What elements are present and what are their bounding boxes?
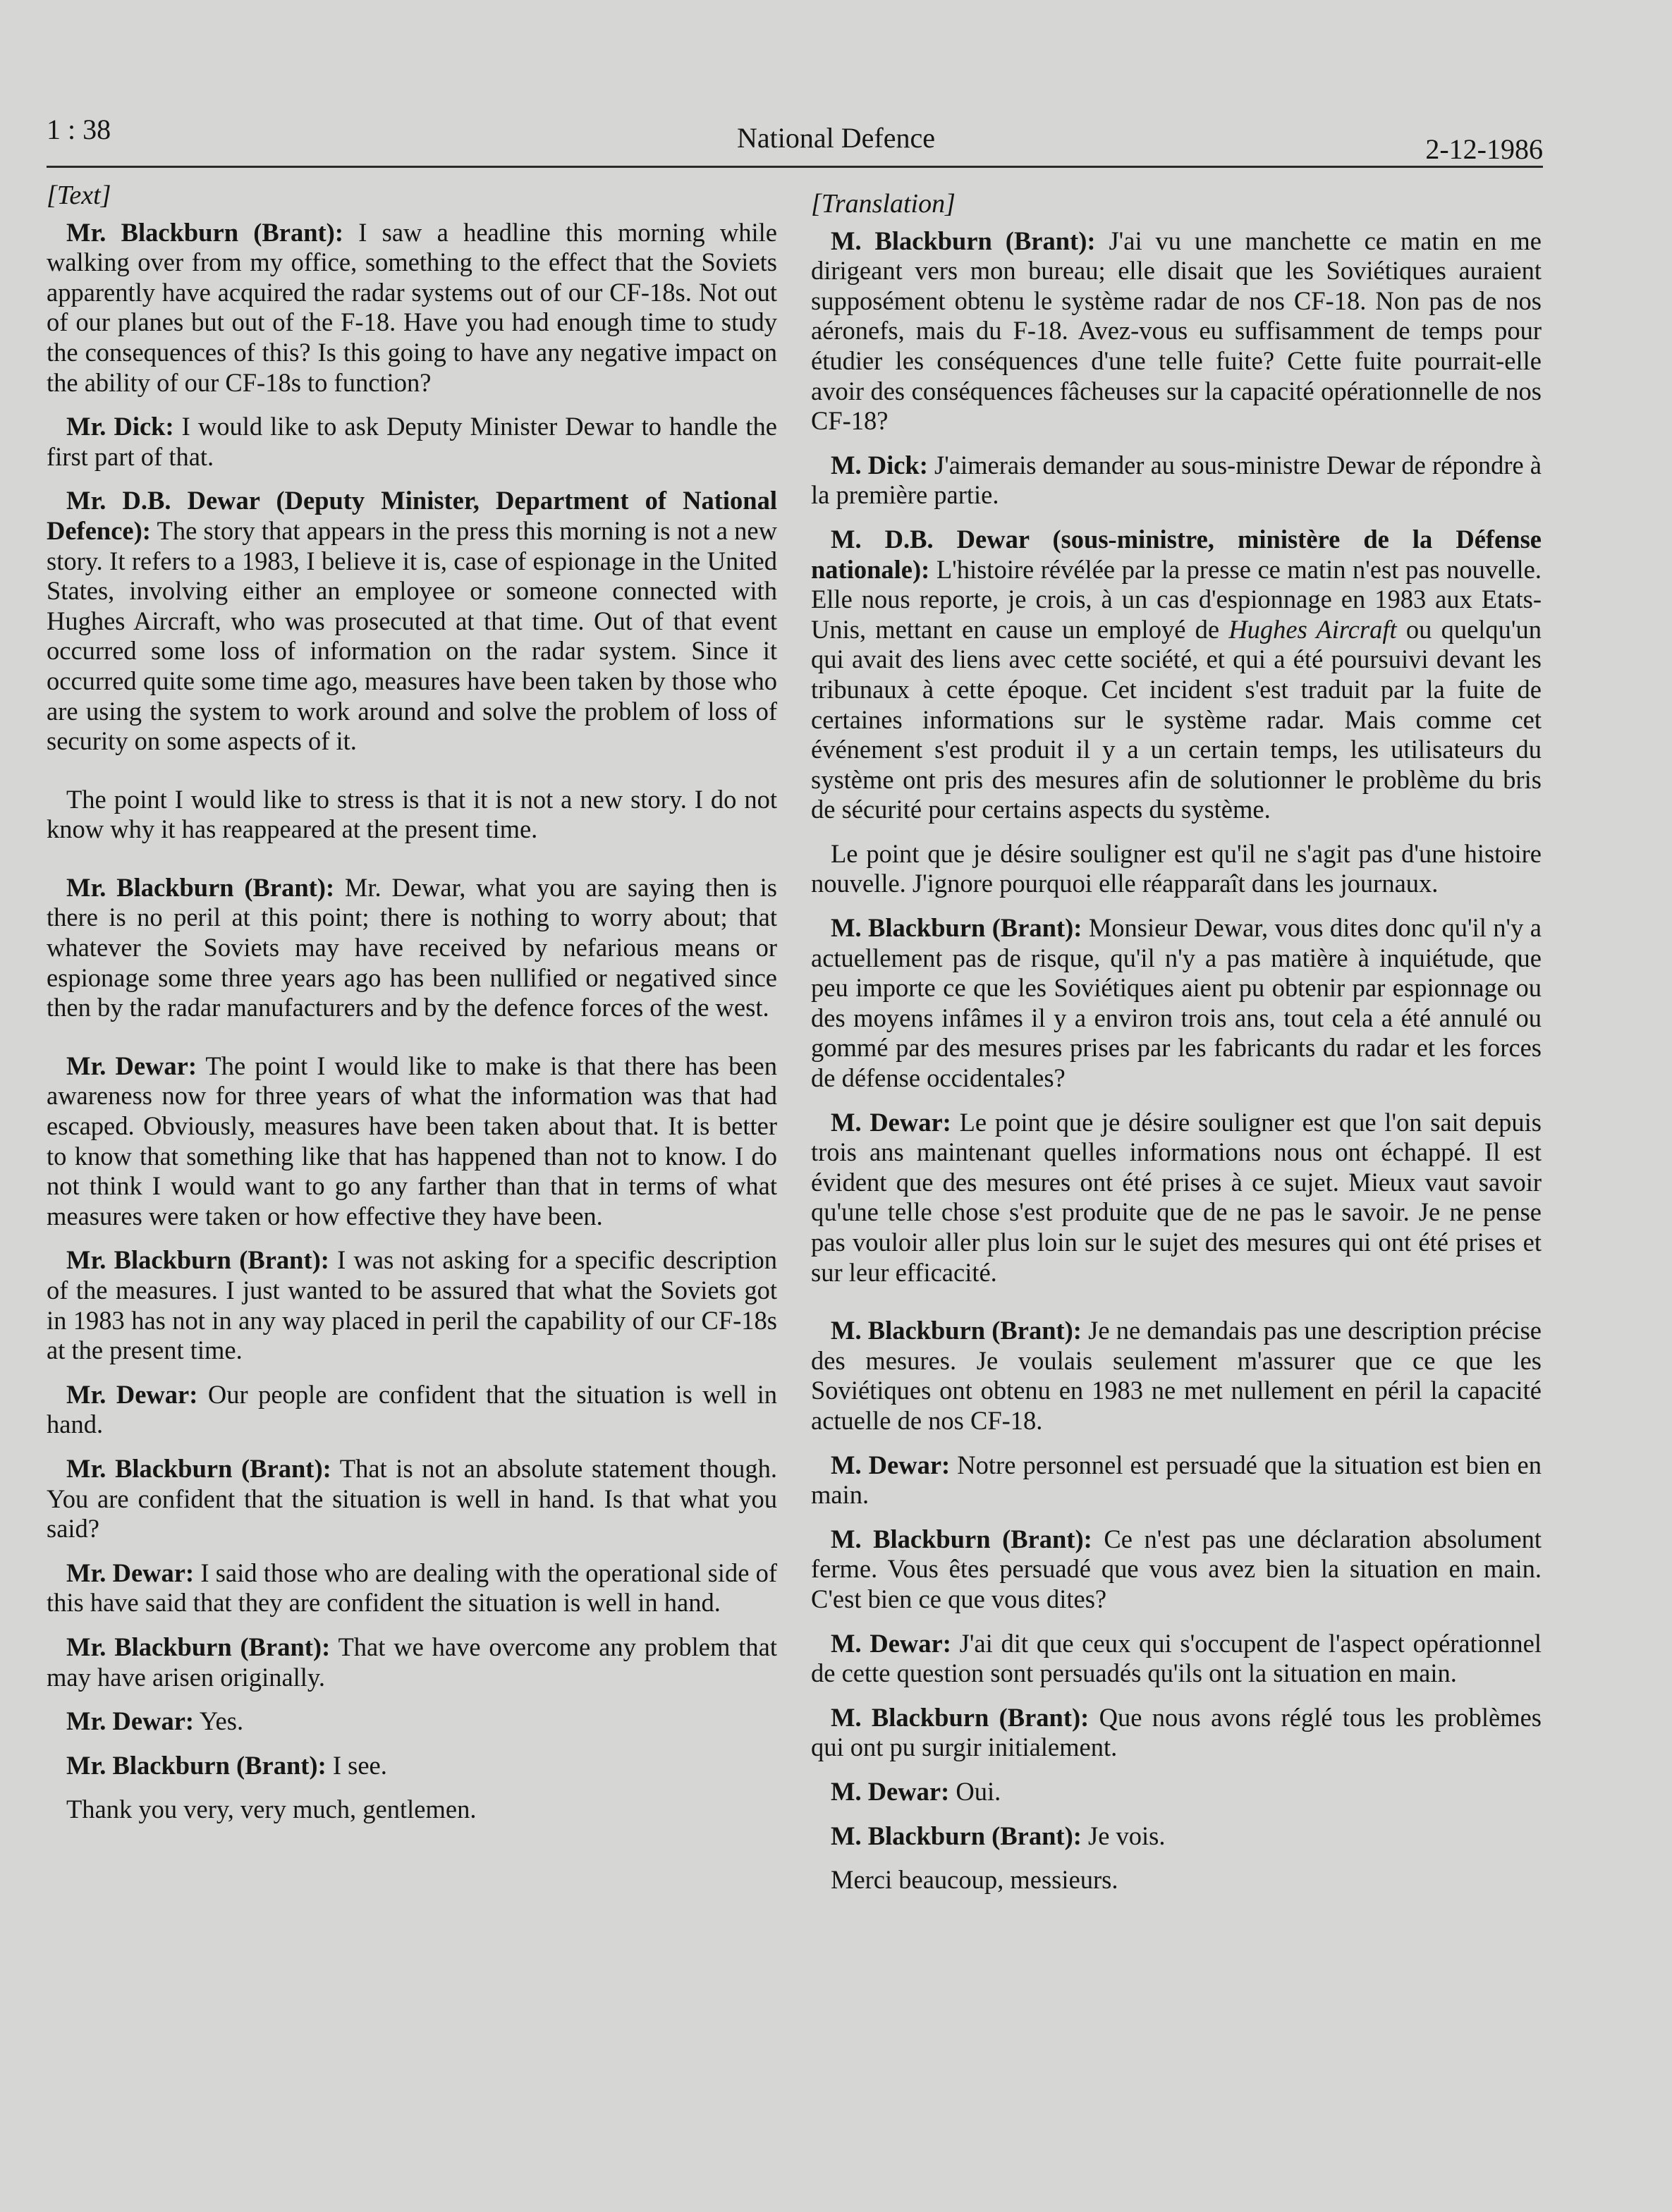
paragraph [811,913,1542,1094]
paragraph-text: Oui. [949,1776,1001,1806]
paragraph [811,1821,1542,1852]
speaker: M. Dewar: [831,1107,951,1137]
page-header-title: National Defence [737,122,935,154]
english-column [47,181,777,1839]
paragraph [47,1380,777,1440]
speaker: Mr. Dewar: [66,1051,197,1080]
paragraph [47,1051,777,1232]
paragraph [47,1454,777,1544]
paragraph [811,1865,1542,1895]
paragraph-text: Notre personnel est persuadé que la situation est bien en main. [811,1450,1542,1510]
speaker: Mr. Dick: [66,412,174,441]
paragraph-text: Le point que je désire souligner est que l'on sait depuis trois ans maintenant quelles informations nous ont échappé. Il est évident que des mesures ont été prises à ce sujet. Mieux vaut savoir qu'une telle chose s'est produite que de ne pas le savoir. Je ne pense pas vouloir aller plus loin sur le sujet des mesures qui ont été prises et sur leur efficacité. [811,1107,1542,1287]
paragraph-text: Our people are confident that the situation is well in hand. [47,1379,777,1439]
paragraph [47,785,777,845]
paragraph-text: ou quelqu'un qui avait des liens avec cette société, et qui a été poursuivi devant les tribunaux à cette époque. Cet incident s'est traduit par la fuite de certaines informations sur le système radar. Mais comme cet événement s'est produit il y a un certain temps, les utilisateurs du système ont pris des mesures afin de solutionner le problème du bris de sécurité pour certains aspects du système. [811,614,1542,824]
paragraph [47,218,777,398]
paragraph [811,451,1542,511]
paragraph [811,1703,1542,1763]
speaker: Mr. Dewar: [66,1706,195,1736]
speaker: M. Blackburn (Brant): [831,1524,1092,1553]
speaker: M. Blackburn (Brant): [831,913,1082,943]
speaker: M. Dewar: [831,1776,950,1806]
paragraph-text: I saw a headline this morning while walking over from my office, something to the effect that the Soviets apparently have acquired the radar systems out of our CF-18s. Not out of our planes but out of the F-18. Have you had enough time to study the consequences of this? Is this going to have any negative impact on the ability of our CF-18s to function? [47,217,777,397]
french-column [811,189,1542,1909]
paragraph [811,1108,1542,1288]
paragraph-text: That we have overcome any problem that may have arisen originally. [47,1632,778,1692]
paragraph [811,1629,1542,1689]
paragraph-text: Le point que je désire souligner est qu'il ne s'agit pas d'une histoire nouvelle. J'ignore pourquoi elle réapparaît dans les journaux. [811,838,1542,898]
speaker: M. Blackburn (Brant): [831,226,1096,255]
speaker: M. Blackburn (Brant): [831,1702,1090,1732]
paragraph-text: Thank you very, very much, gentlemen. [66,1795,477,1824]
company-name: Hughes Aircraft [1228,614,1397,644]
paragraph [47,1558,777,1618]
paragraph-text: J'ai dit que ceux qui s'occupent de l'aspect opérationnel de cette question sont persuadés qu'ils ont la situation en main. [811,1628,1542,1688]
speaker: Mr. D.B. Dewar (Deputy Minister, Department of National Defence): [47,486,777,545]
paragraph [811,226,1542,436]
column-label: [Translation] [811,189,956,219]
paragraph-text: That is not an absolute statement though. You are confident that the situation is well in hand. Is that what you said? [47,1453,778,1544]
speaker: Mr. Blackburn (Brant): [66,1245,329,1275]
speaker: M. D.B. Dewar (sous-ministre, ministère de la Défense nationale): [811,524,1542,584]
speaker: M. Dick: [831,450,928,479]
paragraph-text: Ce n'est pas une déclaration absolument ferme. Vous êtes persuadé que vous avez bien la situation en main. C'est bien ce que vous dites? [811,1524,1542,1613]
paragraph-text: I would like to ask Deputy Minister Dewar to handle the first part of that. [47,412,777,471]
paragraph [47,1706,777,1737]
page-date: 2-12-1986 [1425,133,1543,165]
page-number: 1 : 38 [47,114,111,145]
speaker: M. Dewar: [831,1450,951,1479]
speaker: Mr. Dewar: [66,1379,198,1409]
speaker: Mr. Blackburn (Brant): [66,1750,327,1780]
paragraph-text: L'histoire révélée par la presse ce matin n'est pas nouvelle. Elle nous reporte, je crois, à un cas d'espionnage en 1983 aux Etats-Unis, mettant en cause un employé de [811,554,1542,644]
speaker: Mr. Blackburn (Brant): [66,1453,331,1483]
paragraph [47,1632,777,1692]
paragraph [47,486,777,756]
paragraph-text: Je vois. [1081,1821,1166,1850]
paragraph-text: The point I would like to stress is that it is not a new story. I do not know why it has reappeared at the present time. [47,784,777,844]
paragraph [811,525,1542,825]
paragraph-text: J'ai vu une manchette ce matin en me dirigeant vers mon bureau; elle disait que les Soviétiques auraient supposément obtenu le système radar de nos CF-18. Non pas de nos aéronefs, mais du F-18. Avez-vous eu suffisamment de temps pour étudier les conséquences d'une telle fuite? Cette fuite pourrait-elle avoir des conséquences fâcheuses sur la capacité opérationnelle de nos CF-18? [811,226,1542,436]
paragraph [811,1524,1542,1615]
paragraph-text: The story that appears in the press this morning is not a new story. It refers to a 1983, I believe it is, case of espionage in the United States, involving either an employee or someone connected with Hughes Aircraft, who was prosecuted at that time. Out of that event occurred some loss of information on the radar system. Since it occurred quite some time ago, measures have been taken by those who are using the system to work around and solve the problem of loss of security on some aspects of it. [47,515,777,756]
paragraph [811,1450,1542,1510]
paragraph-text: J'aimerais demander au sous-ministre Dewar de répondre à la première partie. [811,450,1542,510]
paragraph [47,873,777,1023]
paragraph-text: Merci beaucoup, messieurs. [831,1865,1118,1895]
paragraph [47,1795,777,1825]
paragraph-text: I said those who are dealing with the operational side of this have said that they are confident the situation is well in hand. [47,1558,777,1618]
speaker: M. Blackburn (Brant): [831,1821,1082,1850]
paragraph-text: Mr. Dewar, what you are saying then is there is no peril at this point; there is nothing to worry about; that whatever the Soviets may have received by nefarious means or espionage some three years ago has been nullified or negatived since then by the radar manufacturers and by the defence forces of the west. [47,872,777,1022]
speaker: Mr. Blackburn (Brant): [66,872,335,902]
paragraph [811,839,1542,899]
paragraph-text: I was not asking for a specific description of the measures. I just wanted to be assured that what the Soviets got in 1983 has not in any way placed in peril the capability of our CF-18s at the present time. [47,1245,777,1365]
paragraph-text: The point I would like to make is that there has been awareness now for three years of what the information was that had escaped. Obviously, measures have been taken about that. It is better to know that something like that has happened than not to know. I do not think I would want to go any farther than that in terms of what measures were taken or how effective they have been. [47,1051,777,1230]
paragraph [47,1751,777,1781]
paragraph-text: I see. [326,1750,387,1780]
paragraph-text: Je ne demandais pas une description précise des mesures. Je voulais seulement m'assurer que ce que les Soviétiques ont obtenu en 1983 ne met nullement en péril la capacité actuelle de nos CF-18. [811,1316,1542,1435]
speaker: Mr. Blackburn (Brant): [66,1632,331,1661]
paragraph-text: Yes. [194,1706,244,1736]
speaker: Mr. Blackburn (Brant): [66,217,343,247]
paragraph [811,1316,1542,1436]
paragraph-text: Que nous avons réglé tous les problèmes qui ont pu surgir initialement. [811,1702,1542,1762]
paragraph [47,1245,777,1365]
speaker: M. Blackburn (Brant): [831,1316,1082,1345]
speaker: Mr. Dewar: [66,1558,195,1587]
paragraph-text: Monsieur Dewar, vous dites donc qu'il n'y a actuellement pas de risque, qu'il n'y a pas matière à inquiétude, que peu importe ce que les Soviétiques aient pu obtenir par espionnage ou des moyens infâmes il y a environ trois ans, tout cela a été annulé ou gommé par des mesures prises par les fabricants du radar et les forces de défense occidentales? [811,913,1542,1093]
speaker: M. Dewar: [831,1628,951,1658]
paragraph [811,1777,1542,1807]
header-rule [47,166,1543,168]
column-label: [Text] [47,181,111,210]
paragraph [47,412,777,472]
